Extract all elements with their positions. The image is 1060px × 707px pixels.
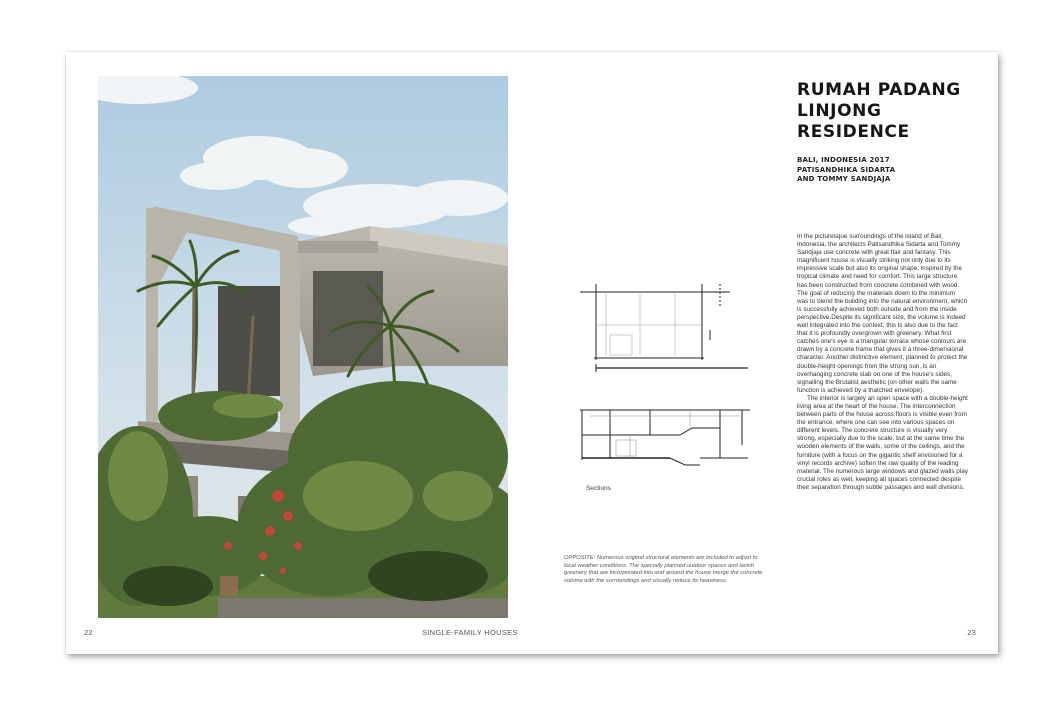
title-line: RUMAH PADANG <box>797 80 961 100</box>
section-drawings <box>580 280 752 470</box>
sections-label: Sections <box>586 485 611 492</box>
photo-caption: OPPOSITE: Numerous original structural elements are included to adjust to local weather conditions. The specially planned outdoor spaces and lavish greenery that are incorporated into and around the house merge the concrete volume with the surroundings and visually reduce its heaviness. <box>564 555 763 584</box>
book-spread <box>66 52 998 654</box>
architecture-photo <box>98 76 508 618</box>
title-line: RESIDENCE <box>797 122 910 142</box>
residence-photo-illustration <box>98 76 508 618</box>
meta-architect: AND TOMMY SANDJAJA <box>797 175 891 184</box>
body-paragraph: In the picturesque surroundings of the island of Bali, Indonesia, the architects Patisandhika Sidarta and Tommy Sandjaja use concrete with great flair and fantasy. This magnificent house is visually striking not only due to its impressive scale but also its original shape, inspired by the tropical climate and need for comfort. This large structure has been constructed from concrete combined with wood. The goal of reducing the materials down to the minimum was to blend the building into the natural environment, which is successfully achieved both outside and from the inside perspective.Despite its significant size, the volume is indeed well integrated into the context; this is also due to the fact that it is profoundly overgrown with greenery. What first catches one's eye is a triangular terrace whose contours are drawn by a concrete frame that gives it a three-dimensional character. Another distinctive element, planned to protect the double-height openings from the strong sun, is an overhanging concrete slab on one of the house's sides, signalling the Brutalist aesthetic (on other walls the same function is achieved by a thatched envelope). <box>797 233 968 394</box>
title-line: LINJONG <box>797 101 882 121</box>
meta-location-year: BALI, INDONESIA 2017 <box>797 156 890 164</box>
meta-architect: PATISANDHIKA SIDARTA <box>797 165 896 174</box>
project-meta <box>797 156 987 185</box>
project-title <box>797 80 987 143</box>
page-number-right: 23 <box>967 628 976 637</box>
section-drawing-icon <box>580 280 752 470</box>
body-text <box>797 233 968 492</box>
running-head: SINGLE-FAMILY HOUSES <box>422 628 518 637</box>
page-number-left: 22 <box>84 628 93 637</box>
body-paragraph: The interior is largely an open space with a double-height living area at the heart of the house. The interconnection between parts of the house across floors is visible even from the entrance, where one can see into various spaces on different levels. The concrete structure is visually very strong, especially due to the scale, but at the same time the wooden elements of the walls, some of the ceilings, and the furniture (with a focus on the gigantic shelf envisioned for a vinyl records archive) soften the raw quality of the leading material. The numerous large windows and glazed walls play crucial roles as well, keeping all spaces connected despite their separation through subtle passages and wall divisions. <box>797 394 968 491</box>
